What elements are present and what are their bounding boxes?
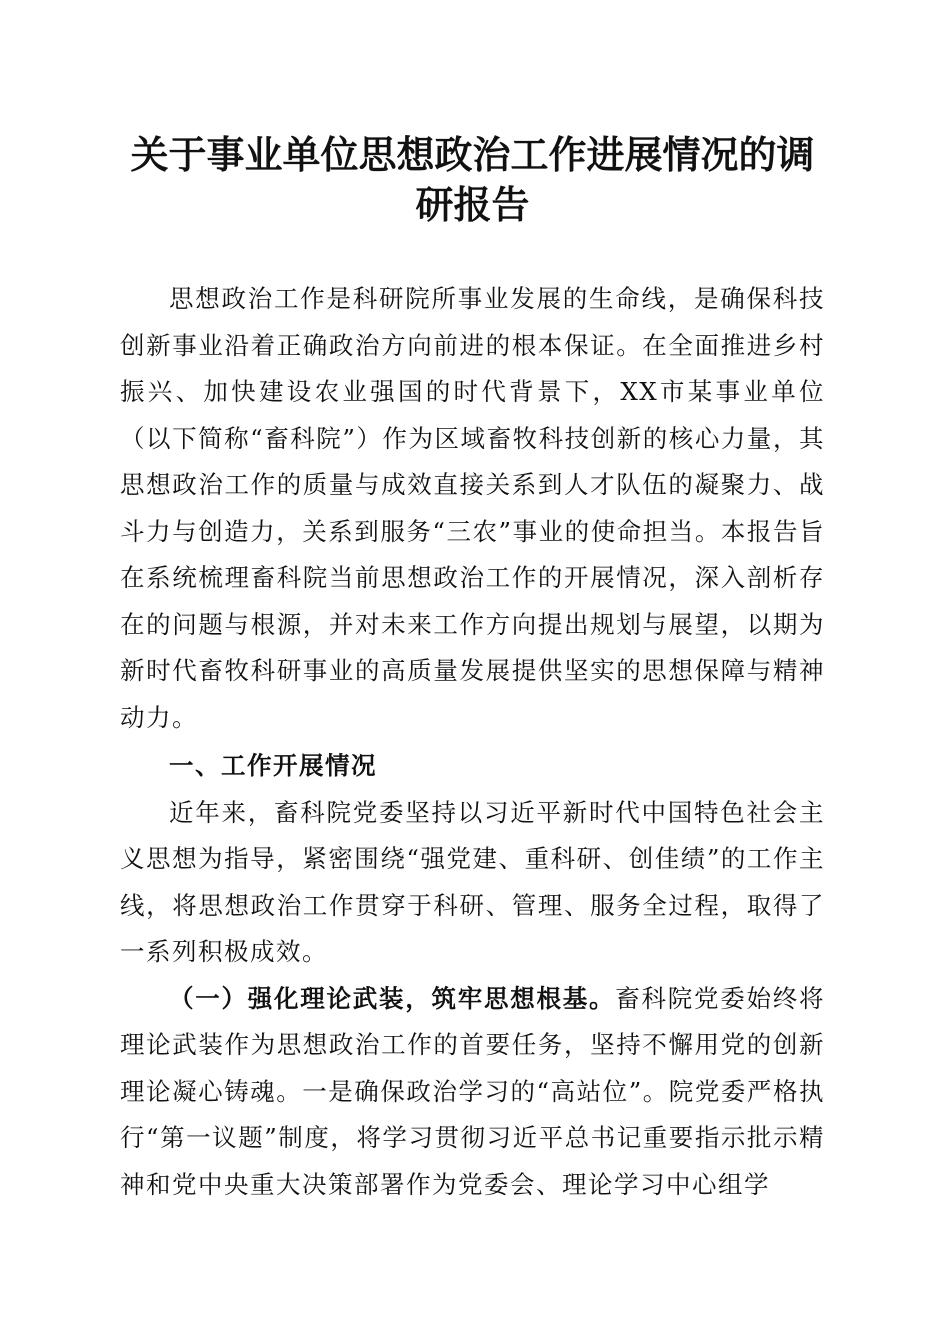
section-heading-1: 一、工作开展情况 <box>169 751 377 780</box>
section-1-paragraph: 近年来，畜科院党委坚持以习近平新时代中国特色社会主义思想为指导，紧密围绕“强党建、重科研、创佳绩”的工作主线，将思想政治工作贯穿于科研、管理、服务全过程，取得了一系列积极成效。 <box>120 797 825 966</box>
document-title: 关于事业单位思想政治工作进展情况的调研报告 <box>130 132 815 227</box>
intro-paragraph: 思想政治工作是科研院所事业发展的生命线，是确保科技创新事业沿着正确政治方向前进的根本保证。在全面推进乡村振兴、加快建设农业强国的时代背景下，XX市某事业单位（以下简称“畜科院”）作为区域畜牧科技创新的核心力量，其思想政治工作的质量与成效直接关系到人才队伍的凝聚力、战斗力与创造力，关系到服务“三农”事业的使命担当。本报告旨在系统梳理畜科院当前思想政治工作的开展情况，深入剖析存在的问题与根源，并对未来工作方向提出规划与展望，以期为新时代畜牧科研事业的高质量发展提供坚实的思想保障与精神动力。 <box>120 284 825 732</box>
subsection-1-heading: （一）强化理论武装，筑牢思想根基。 <box>169 983 616 1013</box>
subsection-1-body: 畜科院党委始终将理论武装作为思想政治工作的首要任务，坚持不懈用党的创新理论凝心铸魂。一是确保政治学习的“高站位”。院党委严格执行“第一议题”制度，将学习贯彻习近平总书记重要指示批示精神和党中央重大决策部署作为党委会、理论学习中心组学 <box>120 983 825 1199</box>
subsection-1-paragraph <box>120 976 825 1209</box>
